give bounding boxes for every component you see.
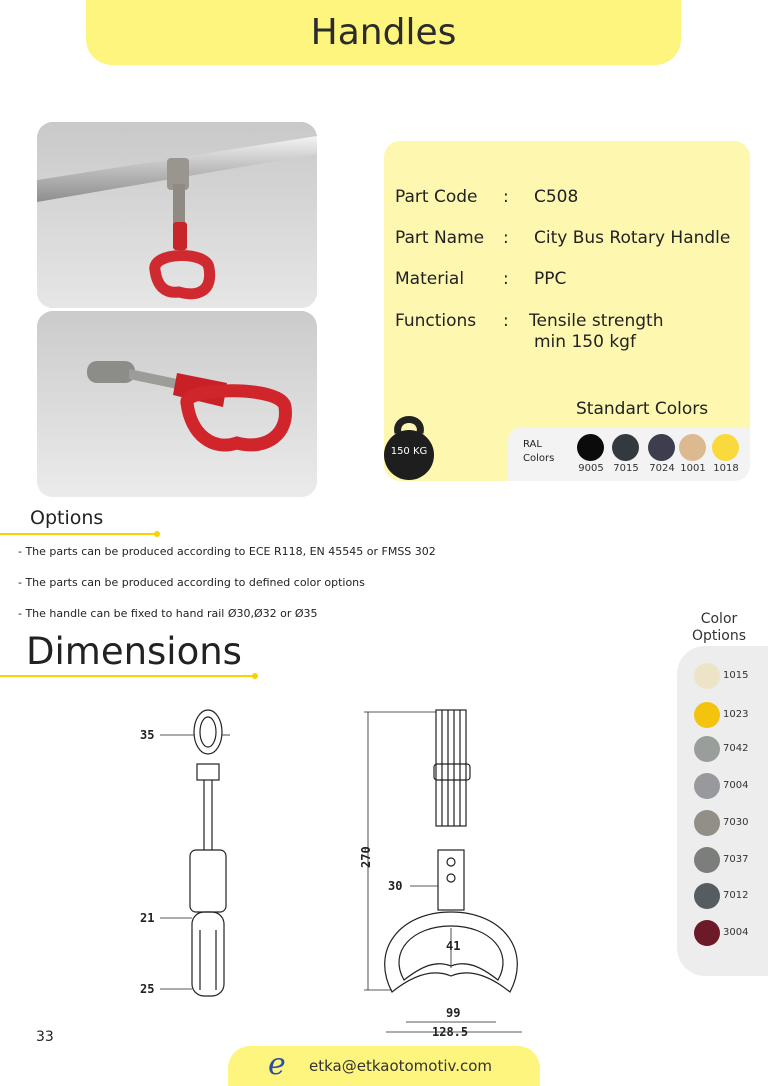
dim-label-30: 30: [388, 879, 403, 893]
dim-label-35: 35: [140, 728, 155, 742]
dimensions-title: Dimensions: [26, 630, 242, 673]
color-option-code: 1023: [723, 709, 749, 720]
standard-color-code: 9005: [578, 463, 604, 474]
color-option-code: 7042: [723, 743, 749, 754]
color-option-swatch: [694, 810, 720, 836]
color-option-swatch: [694, 702, 720, 728]
technical-drawing: [120, 700, 540, 1040]
handle-lying-image: [37, 311, 317, 497]
color-option-swatch: [694, 773, 720, 799]
dimensions-underline-dot: [252, 673, 258, 679]
product-photo-lying: [37, 311, 317, 497]
standard-color-swatch: [712, 434, 739, 461]
standard-colors-title: Standart Colors: [576, 399, 709, 419]
options-title: Options: [30, 507, 104, 529]
standard-color-code: 7024: [649, 463, 675, 474]
etka-logo-icon: e: [268, 1047, 286, 1082]
color-option-swatch: [694, 883, 720, 909]
page-number: 33: [36, 1029, 54, 1045]
color-option-swatch: [694, 736, 720, 762]
dim-label-41: 41: [446, 939, 461, 953]
color-options-title: Color Options: [691, 611, 747, 644]
dim-label-270: 270: [359, 846, 373, 868]
color-option-code: 7030: [723, 817, 749, 828]
color-option-code: 1015: [723, 670, 749, 681]
weight-label: 150 KG: [390, 446, 428, 457]
page-title: Handles: [310, 12, 457, 53]
dim-label-21: 21: [140, 911, 155, 925]
color-option-code: 3004: [723, 927, 749, 938]
option-item-3: - The handle can be fixed to hand rail Ø30,Ø32 or Ø35: [18, 607, 318, 620]
options-underline: [0, 533, 156, 535]
standard-color-swatch: [612, 434, 639, 461]
option-item-2: - The parts can be produced according to defined color options: [18, 576, 365, 589]
handle-hanging-image: [37, 122, 317, 308]
front-view-strap: [436, 710, 466, 826]
page-title-banner: [86, 0, 681, 65]
standard-color-swatch: [648, 434, 675, 461]
color-option-code: 7004: [723, 780, 749, 791]
product-info-card: Part Code : C508 Part Name : City Bus Rotary Handle Material : PPC Functions : Tensile strength min 150 kgf Standart Colors: [384, 141, 750, 481]
color-option-swatch: [694, 663, 720, 689]
product-photo-hanging: [37, 122, 317, 308]
options-underline-dot: [154, 531, 160, 537]
dim-label-128: 128.5: [432, 1025, 469, 1039]
front-view-hub: [438, 850, 464, 910]
footer-bar: [228, 1046, 540, 1086]
standard-color-code: 1018: [713, 463, 739, 474]
color-option-swatch: [694, 847, 720, 873]
side-view-grip: [190, 850, 226, 912]
side-view-handle: [192, 912, 224, 996]
ral-label: RAL Colors: [523, 439, 555, 464]
dim-label-99: 99: [446, 1006, 461, 1020]
dim-label-25: 25: [140, 982, 155, 996]
standard-color-swatch: [679, 434, 706, 461]
option-item-1: - The parts can be produced according to ECE R118, EN 45545 or FMSS 302: [18, 545, 436, 558]
weight-badge: [384, 411, 434, 481]
footer-email-link[interactable]: etka@etkaotomotiv.com: [309, 1057, 493, 1075]
dimensions-underline: [0, 675, 254, 677]
color-option-code: 7012: [723, 890, 749, 901]
standard-color-code: 7015: [613, 463, 639, 474]
color-option-swatch: [694, 920, 720, 946]
standard-color-code: 1001: [680, 463, 706, 474]
color-option-code: 7037: [723, 854, 749, 865]
standard-color-swatch: [577, 434, 604, 461]
